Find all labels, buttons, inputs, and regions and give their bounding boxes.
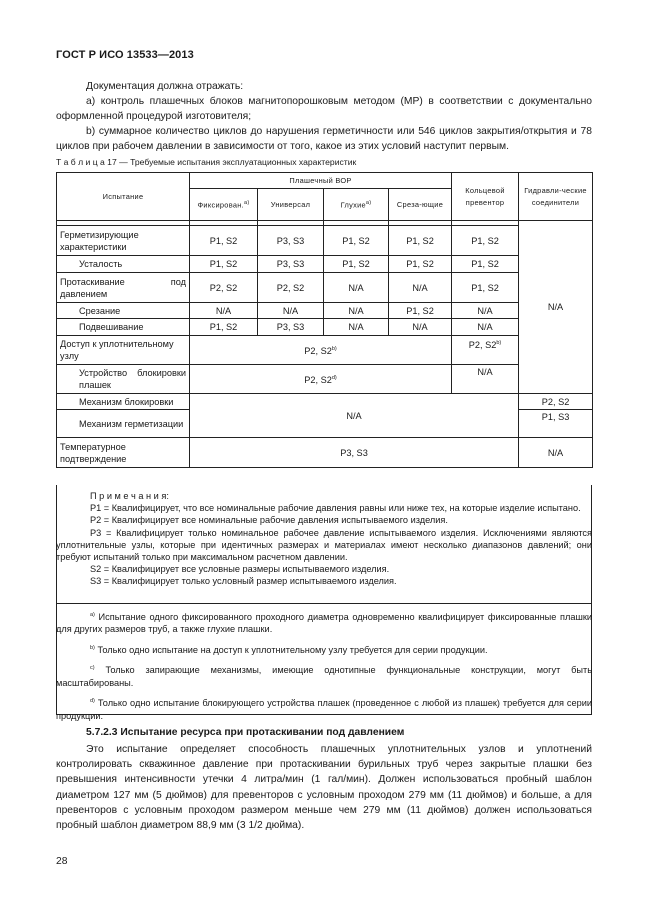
table-row	[57, 438, 593, 468]
header-blind: Глухие$^{a)}$	[324, 189, 389, 221]
cell: P2, S2	[258, 273, 324, 303]
row-label: Герметизирующие характеристики	[57, 226, 190, 256]
note-p3: P3 = Квалифицирует только номинальное рабочее давление испытываемого изделия. Исключениями являются уплотнительные узлы, которые при идентичных размерах и материалах имеют несколько диапазонов давлений; они требуют испытаний только при максимальном расчетном давлении.	[56, 527, 592, 563]
section-body: Это испытание определяет способность плашечных уплотнительных узлов и уплотнений контролировать скважинное давление при протаскивании бурильных труб через закрытые плашки без превышения интенсивности утечки 4 литра/мин (1 гал/мин). Должен использоваться пробный шаблон диаметром 127 мм (5 дюймов) для превенторов с условным проходом 279 мм (11 дюймов) и больше, а для превенторов с условным проходом размером меньше чем 279 мм (11 дюймов) должен использоваться пробный шаблон диаметром 88,9 мм (3 1/2 дюйма).	[56, 744, 592, 832]
row-label: Механизм блокировки	[57, 394, 190, 410]
cell: P1, S2	[324, 226, 389, 256]
tests-table	[56, 172, 593, 468]
cell: N/A	[324, 273, 389, 303]
row-label: Подвешивание	[57, 319, 190, 336]
header-fixed: Фиксирован.$^{a)}$	[190, 189, 258, 221]
cell: P2, S2$^{b)}$	[452, 336, 519, 365]
notes-divider	[56, 603, 592, 604]
merged-cell: P2, S2$^{d)}$	[190, 365, 452, 394]
cell: N/A	[324, 319, 389, 336]
merged-cell: P2, S2$^{b)}$	[190, 336, 452, 365]
cell: N/A	[389, 319, 452, 336]
merged-cell: P3, S3	[190, 438, 519, 468]
intro-lead: Документация должна отражать:	[86, 81, 244, 92]
intro-item-a: a) контроль плашечных блоков магнитопорошковым методом (МР) в соответствии с документально оформленной процедурой изготовителя;	[56, 96, 592, 123]
table-caption: Т а б л и ц а 17 — Требуемые испытания эксплуатационных характеристик	[56, 157, 357, 167]
note-p1: P1 = Квалифицирует, что все номинальные рабочие давления равны или ниже тех, на которые изделие испытано.	[90, 503, 581, 514]
cell: N/A	[452, 365, 519, 394]
cell: P1, S2	[452, 256, 519, 273]
cell: P1, S2	[190, 319, 258, 336]
cell: P2, S2	[190, 273, 258, 303]
cell: N/A	[452, 319, 519, 336]
notes-title: П р и м е ч а н и я:	[90, 491, 169, 501]
row-label: Срезание	[57, 303, 190, 319]
footnote-d: $^{d)}$ Только одно испытание блокирующего устройства плашек (проведенное с любой из плашек) требуется для серии продукции.	[56, 698, 592, 721]
note-p2: P2 = Квалифицирует все номинальные рабочие давления испытываемого изделия.	[90, 515, 448, 526]
cell: N/A	[389, 273, 452, 303]
table-row	[57, 303, 593, 319]
table-row	[57, 226, 593, 256]
footnote-mark-b: b)	[331, 345, 337, 352]
header-test: Испытание	[57, 173, 190, 221]
cell: N/A	[258, 303, 324, 319]
note-s2: S2 = Квалифицирует все условные размеры испытываемого изделия.	[90, 564, 390, 575]
cell: P1, S2	[389, 256, 452, 273]
cell: P1, S2	[190, 226, 258, 256]
cell: P1, S2	[190, 256, 258, 273]
document-code: ГОСТ Р ИСО 13533—2013	[56, 49, 194, 61]
row-label: Температурное подтверждение	[57, 438, 190, 468]
footnote-c: $^{c)}$ Только запирающие механизмы, имеющие однотипные функциональные конструкции, могут быть масштабированы.	[56, 665, 592, 688]
cell: P1, S2	[452, 226, 519, 256]
table-notes	[56, 490, 592, 588]
row-label: Доступ к уплотнительному узлу	[57, 336, 190, 365]
row-label: Протаскивание под давлением	[57, 273, 190, 303]
cell: P3, S3	[258, 256, 324, 273]
footnote-b: $^{b)}$ Только одно испытание на доступ к уплотнительному узлу требуется для серии продукции.	[90, 644, 488, 655]
header-annular: Кольцевой превентор	[452, 173, 519, 221]
table-row	[57, 365, 593, 394]
footnote-mark-a: a)	[365, 200, 372, 207]
header-shear: Среза-ющие	[389, 189, 452, 221]
header-hydraulic: Гидравли-ческие соединители	[519, 173, 593, 221]
merged-cell: N/A	[190, 394, 519, 438]
table-row	[57, 336, 593, 365]
cell: P3, S3	[258, 319, 324, 336]
cell: N/A	[190, 303, 258, 319]
hydraulic-na-cell: N/A	[519, 221, 593, 394]
footnote-a: $^{a)}$ Испытание одного фиксированного проходного диаметра одновременно квалифицирует фиксированные плашки для других размеров труб, а также глухие плашки.	[56, 612, 593, 635]
table-row	[57, 273, 593, 303]
table-footnotes	[56, 609, 592, 722]
footnote-mark-d: d)	[331, 374, 337, 381]
cell: P3, S3	[258, 226, 324, 256]
cell: N/A	[519, 438, 593, 468]
cell: P1, S2	[452, 273, 519, 303]
cell: P1, S2	[389, 303, 452, 319]
table-row	[57, 319, 593, 336]
note-s3: S3 = Квалифицирует только условный размер испытываемого изделия.	[90, 576, 397, 587]
cell: P1, S2	[324, 256, 389, 273]
header-universal: Универсал	[258, 189, 324, 221]
table-row	[57, 256, 593, 273]
row-label: Усталость	[57, 256, 190, 273]
intro-item-b: b) суммарное количество циклов до нарушения герметичности или 546 циклов закрытия/открытия и 78 циклов при рабочем давлении в зависимости от того, какое из этих условий наступит первым.	[56, 126, 592, 153]
page-number: 28	[56, 856, 68, 867]
section-title: 5.7.2.3 Испытание ресурса при протаскивании под давлением	[86, 727, 405, 738]
cell: N/A	[452, 303, 519, 319]
table-row	[57, 394, 593, 410]
row-label: Механизм герметизации	[57, 410, 190, 438]
row-label: Устройство блокировки плашек	[57, 365, 190, 394]
cell: P2, S2	[519, 394, 593, 410]
cell: N/A	[324, 303, 389, 319]
cell: P1, S2	[389, 226, 452, 256]
footnote-mark-b: b)	[496, 340, 502, 346]
cell: P1, S3	[519, 410, 593, 438]
header-ram-bop: Плашечный ВОР	[190, 173, 452, 189]
footnote-mark-a: a)	[244, 200, 250, 207]
